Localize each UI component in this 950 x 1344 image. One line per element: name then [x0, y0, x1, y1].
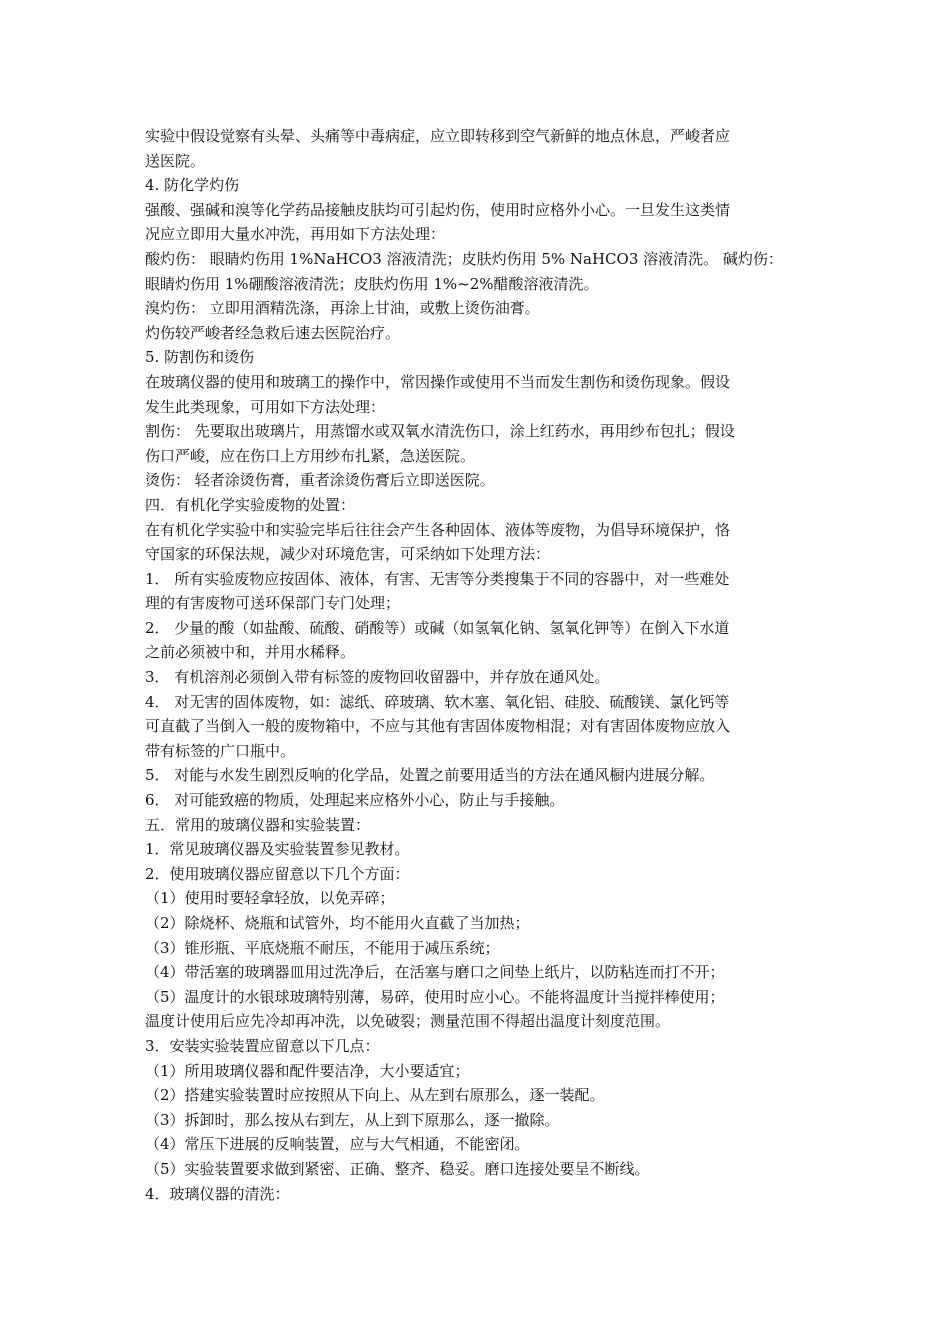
list-item: 3．安装实验装置应留意以下几点： — [145, 1036, 380, 1055]
list-item: （2）搭建实验装置时应按照从下向上、从左到右原那么，逐一装配。 — [145, 1086, 605, 1105]
text-line: 况应立即用大量水冲洗，再用如下方法处理： — [145, 225, 446, 244]
list-item: （4）常压下进展的反响装置，应与大气相通，不能密闭。 — [145, 1135, 530, 1154]
list-item: 5． 对能与水发生剧烈反响的化学品，处置之前要用适当的方法在通风橱内进展分解。 — [145, 766, 715, 785]
text-line: 带有标签的广口瓶中。 — [145, 741, 296, 760]
text-line: 伤口严峻，应在伤口上方用纱布扎紧，急送医院。 — [145, 446, 476, 465]
text-line: 眼睛灼伤用 1%硼酸溶液清洗；皮肤灼伤用 1%~2%醋酸溶液清洗。 — [145, 274, 599, 293]
list-item: （5）温度计的水银球玻璃特别薄，易碎，使用时应小心。不能将温度计当搅拌棒使用； — [145, 987, 725, 1006]
list-item: （2）除烧杯、烧瓶和试管外，均不能用火直截了当加热； — [145, 914, 530, 932]
list-item: （5）实验装置要求做到紧密、正确、整齐、稳妥。磨口连接处要呈不断线。 — [145, 1159, 650, 1178]
list-item: （3）锥形瓶、平底烧瓶不耐压，不能用于减压系统； — [145, 938, 500, 957]
section-heading: 5. 防割伤和烫伤 — [145, 348, 255, 367]
list-item: 2．使用玻璃仪器应留意以下几个方面： — [145, 864, 410, 883]
section-heading: 四．有机化学实验废物的处置： — [145, 495, 356, 514]
text-line: 守国家的环保法规，减少对环境危害，可采纳如下处理方法： — [145, 545, 551, 564]
list-item: （4）带活塞的玻璃器皿用过洗净后，在活塞与磨口之间垫上纸片，以防粘连而打不开； — [145, 963, 725, 982]
text-line: 酸灼伤： 眼睛灼伤用 1%NaHCO3 溶液清洗；皮肤灼伤用 5% NaHCO3 溶液清洗。 碱灼伤： — [145, 249, 783, 268]
list-item: （1）所用玻璃仪器和配件要洁净，大小要适宜； — [145, 1061, 470, 1080]
list-item: （1）使用时要轻拿轻放，以免弄碎； — [145, 889, 395, 908]
document-body — [145, 124, 817, 1206]
text-line: 在玻璃仪器的使用和玻璃工的操作中，常因操作或使用不当而发生割伤和烫伤现象。假设 — [145, 372, 731, 391]
text-line: 强酸、强碱和溴等化学药品接触皮肤均可引起灼伤，使用时应格外小心。一旦发生这类情 — [145, 200, 731, 219]
text-line: 割伤： 先要取出玻璃片，用蒸馏水或双氧水清洗伤口，涂上红药水，再用纱布包扎；假设 — [145, 422, 735, 441]
list-item: 1．常见玻璃仪器及实验装置参见教材。 — [145, 840, 410, 859]
text-line: 灼伤较严峻者经急救后速去医院治疗。 — [145, 323, 401, 342]
text-line: 烫伤： 轻者涂烫伤膏，重者涂烫伤膏后立即送医院。 — [145, 471, 495, 490]
text-line: 温度计使用后应先冷却再冲洗，以免破裂；测量范围不得超出温度计刻度范围。 — [145, 1012, 671, 1031]
section-heading: 4. 防化学灼伤 — [145, 176, 240, 195]
text-line: 在有机化学实验中和实验完毕后往往会产生各种固体、液体等废物，为倡导环境保护，恪 — [145, 520, 731, 539]
list-item: 1． 所有实验废物应按固体、液体，有害、无害等分类搜集于不同的容器中，对一些难处 — [145, 569, 730, 588]
text-line: 发生此类现象，可用如下方法处理： — [145, 397, 386, 416]
text-line: 理的有害废物可送环保部门专门处理； — [145, 594, 401, 613]
list-item: 4． 对无害的固体废物，如：滤纸、碎玻璃、软木塞、氧化铝、硅胶、硫酸镁、氯化钙等 — [145, 692, 730, 711]
list-item: 4．玻璃仪器的清洗： — [145, 1184, 290, 1203]
section-heading: 五．常用的玻璃仪器和实验装置： — [145, 815, 371, 834]
list-item: （3）拆卸时，那么按从右到左，从上到下原那么，逐一撤除。 — [145, 1110, 560, 1129]
text-line: 溴灼伤： 立即用酒精洗涤，再涂上甘油，或敷上烫伤油膏。 — [145, 299, 540, 318]
list-item: 6． 对可能致癌的物质，处理起来应格外小心，防止与手接触。 — [145, 791, 565, 810]
list-item: 3． 有机溶剂必须倒入带有标签的废物回收留器中，并存放在通风处。 — [145, 668, 610, 687]
text-line: 之前必须被中和，并用水稀释。 — [145, 643, 356, 662]
text-line: 实验中假设觉察有头晕、头痛等中毒病症，应立即转移到空气新鲜的地点休息，严峻者应 — [145, 127, 731, 145]
list-item: 2． 少量的酸（如盐酸、硫酸、硝酸等）或碱（如氢氧化钠、氢氧化钾等）在倒入下水道 — [145, 618, 730, 637]
text-line: 可直截了当倒入一般的废物箱中，不应与其他有害固体废物相混；对有害固体废物应放入 — [145, 717, 731, 736]
text-line: 送医院。 — [145, 151, 206, 170]
